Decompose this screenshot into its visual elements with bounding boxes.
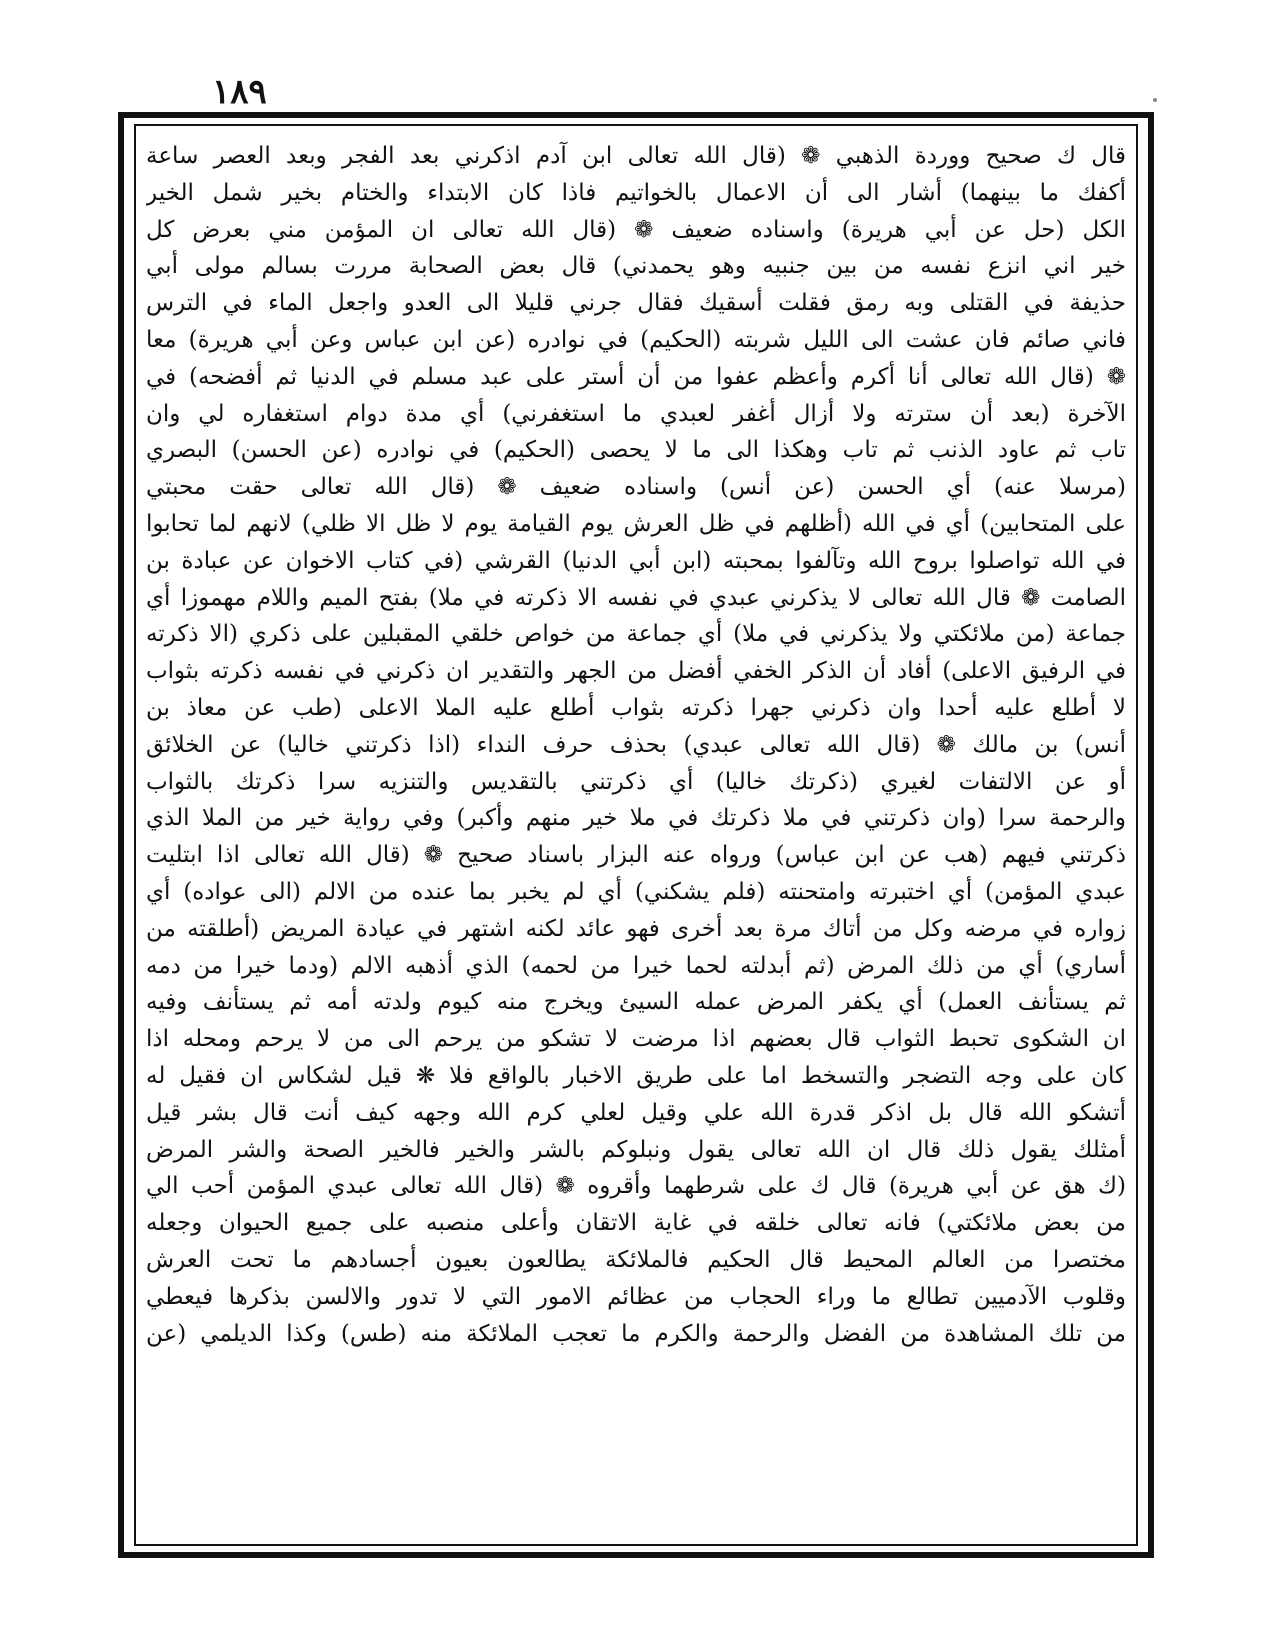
text-line: ثم يستأنف العمل) أي يكفر المرض عمله السيئ ويخرج منه كيوم ولدته أمه ثم يستأنف وفيه [146, 989, 1126, 1016]
text-line: لا أطلع عليه أحدا وان ذكرني جهرا ذكرته بثواب أطلع عليه الملا الاعلى (طب عن معاذ بن [146, 694, 1126, 721]
text-line: في الله تواصلوا بروح الله وتآلفوا بمحبته (ابن أبي الدنيا) القرشي (في كتاب الاخوان عن عبادة بن [146, 547, 1126, 574]
text-line: الصامت ❁ قال الله تعالى لا يذكرني عبدي في نفسه الا ذكرته في ملا) بفتح الميم واللام مهموزا أي [146, 584, 1126, 611]
text-body [146, 138, 1126, 1536]
text-line: قال ك صحيح ووردة الذهبي ❁ (قال الله تعالى ابن آدم اذكرني بعد الفجر وبعد العصر ساعة [146, 143, 1126, 169]
ink-speck [1153, 98, 1157, 102]
text-line: أمثلك يقول ذلك قال ان الله تعالى يقول ونبلوكم بالشر والخير فالخير الصحة والشر المرض [146, 1136, 1126, 1163]
text-line: في الرفيق الاعلى) أفاد أن الذكر الخفي أفضل من الجهر والتقدير ان ذكرني في نفسه ذكرته بثواب [146, 658, 1126, 685]
page-number: ١٨٩ [212, 72, 267, 112]
text-line: على المتحابين) أي في الله (أظلهم في ظل العرش يوم القيامة يوم لا ظل الا ظلي) لانهم لما تحابوا [146, 510, 1126, 537]
text-line: (ك هق عن أبي هريرة) قال ك على شرطهما وأقروه ❁ (قال الله تعالى عبدي المؤمن أحب الي [146, 1173, 1126, 1200]
text-line: خير اني انزع نفسه من بين جنبيه وهو يحمدني) قال بعض الصحابة مررت بسالم مولى أبي [146, 253, 1126, 280]
text-line: من تلك المشاهدة من الفضل والرحمة والكرم ما تعجب الملائكة منه (طس) وكذا الديلمي (عن [146, 1320, 1126, 1347]
text-line: حذيفة في القتلى وبه رمق فقلت أسقيك فقال جرني قليلا الى العدو واجعل الماء في الترس [146, 290, 1126, 317]
text-line: ❁ (قال الله تعالى أنا أكرم وأعظم عفوا من أن أستر على عبد مسلم في الدنيا ثم أفضحه) في [146, 363, 1126, 390]
text-line: تاب ثم عاود الذنب ثم تاب وهكذا الى ما لا يحصى (الحكيم) في نوادره (عن الحسن) البصري [146, 437, 1126, 464]
text-line: (مرسلا عنه) أي الحسن (عن أنس) واسناده ضعيف ❁ (قال الله تعالى حقت محبتي [146, 474, 1126, 501]
text-line: مختصرا من العالم المحيط قال الحكيم فالملائكة يطالعون بعيون أجسادهم ما تحت العرش [146, 1246, 1126, 1273]
text-line: أكفك ما بينهما) أشار الى أن الاعمال بالخواتيم فاذا كان الابتداء والختام بخير شمل الخير [146, 179, 1126, 206]
text-line: فاني صائم فان عشت الى الليل شربته (الحكيم) في نوادره (عن ابن عباس وعن أبي هريرة) معا [146, 326, 1126, 353]
text-line: والرحمة سرا (وان ذكرتني في ملا ذكرتك في ملا خير منهم وأكبر) وفي رواية خير من الملا الذي [146, 805, 1126, 832]
text-line [146, 1352, 1126, 1389]
text-line: كان على وجه التضجر والتسخط اما على طريق الاخبار بالواقع فلا ❋ قيل لشكاس ان فقيل له [146, 1062, 1126, 1089]
text-line: أو عن الالتفات لغيري (ذكرتك خاليا) أي ذكرتني بالتقديس والتنزيه سرا ذكرتك بالثواب [146, 768, 1126, 795]
text-line: ان الشكوى تحبط الثواب قال بعضهم اذا مرضت لا تشكو من يرحم الى من لا يرحم ومحله اذا [146, 1026, 1126, 1053]
text-line: أتشكو الله قال بل اذكر قدرة الله علي وقيل لعلي كرم الله وجهه كيف أنت قال بشر قيل [146, 1099, 1126, 1126]
text-line: زواره في مرضه وكل من أتاك مرة بعد أخرى فهو عائد لكنه اشتهر في عيادة المريض (أطلقته من [146, 915, 1126, 942]
text-line: الكل (حل عن أبي هريرة) واسناده ضعيف ❁ (قال الله تعالى ان المؤمن مني بعرض كل [146, 216, 1126, 243]
text-line: أساري) أي من ذلك المرض (ثم أبدلته لحما خيرا من لحمه) الذي أذهبه الالم (ودما خيرا من دمه [146, 952, 1126, 979]
text-line: الآخرة (بعد أن سترته ولا أزال أغفر لعبدي ما استغفرني) أي مدة دوام استغفاره لي وان [146, 400, 1126, 427]
text-line: أنس) بن مالك ❁ (قال الله تعالى عبدي) بحذف حرف النداء (اذا ذكرتني خاليا) عن الخلائق [146, 731, 1126, 758]
text-line: ذكرتني فيهم (هب عن ابن عباس) ورواه عنه البزار باسناد صحيح ❁ (قال الله تعالى اذا ابتليت [146, 842, 1126, 869]
text-line: من بعض ملائكتي) فانه تعالى خلقه في غاية الاتقان وأعلى منصبه على جميع الحيوان وجعله [146, 1210, 1126, 1237]
text-line: عبدي المؤمن) أي اختبرته وامتحنته (فلم يشكني) أي لم يخبر بما عنده من الالم (الى عواده) أي [146, 878, 1126, 905]
text-line: وقلوب الآدميين تطالع ما وراء الحجاب من عظائم الامور التي لا تدور والالسن بذكرها فيعطي [146, 1283, 1126, 1310]
text-line: جماعة (من ملائكتي ولا يذكرني في ملا) أي جماعة من خواص خلقي المقبلين على ذكري (الا ذكرته [146, 621, 1126, 648]
